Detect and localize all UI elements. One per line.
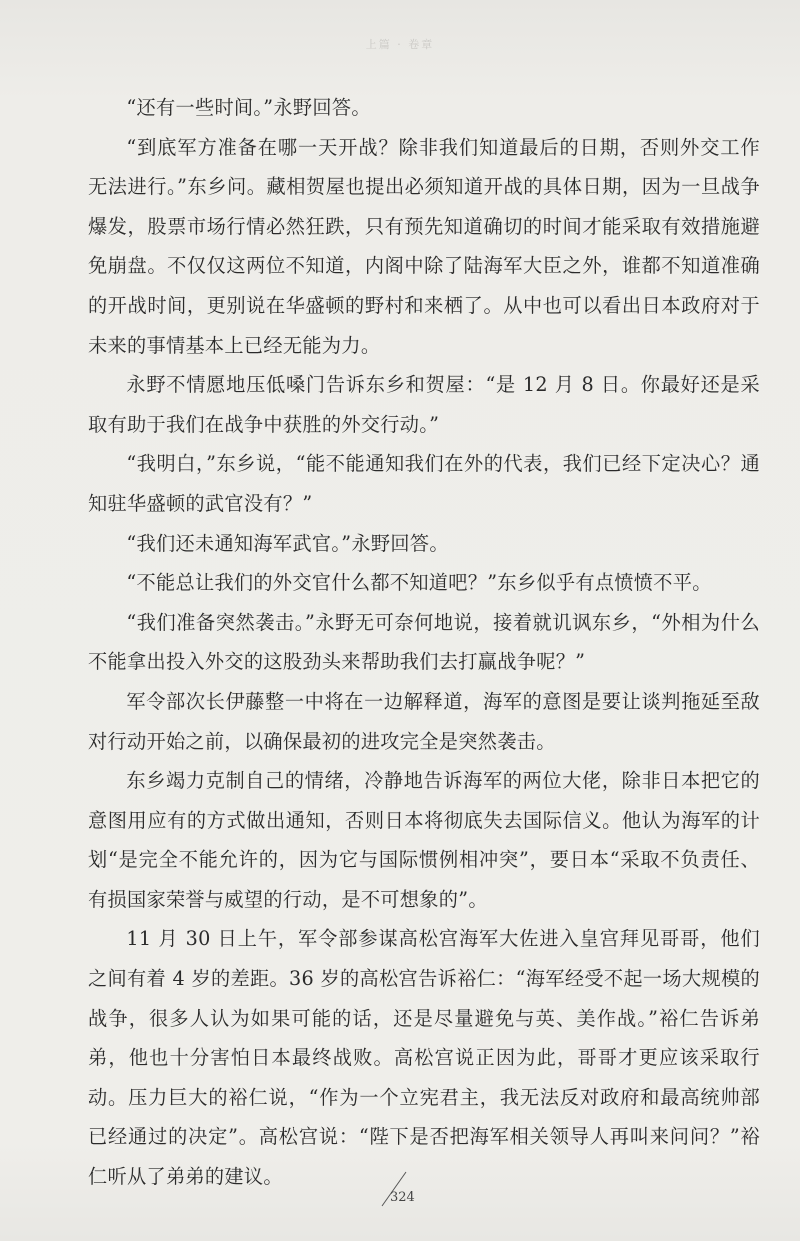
paragraph-10: 11 月 30 日上午，军令部参谋高松宫海军大佐进入皇宫拜见哥哥，他们之间有着 4 岁的差距。36 岁的高松宫告诉裕仁：“海军经受不起一场大规模的战争，很多人认为如果可能的话，还是尽量避免与英、美作战。”裕仁告诉弟弟，他也十分害怕日本最终战败。高松宫说正因为此，哥哥才更应该采取行动。压力巨大的裕仁说，“作为一个立宪君主，我无法反对政府和最高统帅部已经通过的决定”。高松宫说：“陛下是否把海军相关领导人再叫来问问？”裕仁听从了弟弟的建议。: [88, 927, 760, 1189]
paragraph-5: “我们还未通知海军武官。”永野回答。: [126, 531, 449, 555]
paragraph-4: “我明白，”东乡说，“能不能通知我们在外的代表，我们已经下定决心？通知驻华盛顿的武官没有？”: [88, 452, 760, 515]
paragraph-2: “到底军方准备在哪一天开战？除非我们知道最后的日期，否则外交工作无法进行。”东乡问。藏相贺屋也提出必须知道开战的具体日期，因为一旦战争爆发，股票市场行情必然狂跌，只有预先知道确切的时间才能采取有效措施避免崩盘。不仅仅这两位不知道，内阁中除了陆海军大臣之外，谁都不知道准确的开战时间，更别说在华盛顿的野村和来栖了。从中也可以看出日本政府对于未来的事情基本上已经无能为力。: [88, 135, 760, 357]
page-footer: [360, 1168, 440, 1218]
paragraph-9: 东乡竭力克制自己的情绪，冷静地告诉海军的两位大佬，除非日本把它的意图用应有的方式做出通知，否则日本将彻底失去国际信义。他认为海军的计划“是完全不能允许的，因为它与国际惯例相冲突”，要日本“采取不负责任、有损国家荣誉与威望的行动，是不可想象的”。: [88, 769, 760, 911]
paragraph-3: 永野不情愿地压低嗓门告诉东乡和贺屋：“是 12 月 8 日。你最好还是采取有助于我们在战争中获胜的外交行动。”: [88, 373, 760, 436]
running-head: 上篇 · 卷章: [365, 38, 435, 51]
page-body-text: [88, 88, 760, 1197]
paragraph-6: “不能总让我们的外交官什么都不知道吧？”东乡似乎有点愤愤不平。: [126, 571, 712, 595]
page-number: 324: [390, 1190, 415, 1205]
paragraph-7: “我们准备突然袭击。”永野无可奈何地说，接着就讥讽东乡，“外相为什么不能拿出投入外交的这股劲头来帮助我们去打赢战争呢？”: [88, 610, 760, 674]
paragraph-8: 军令部次长伊藤整一中将在一边解释道，海军的意图是要让谈判拖延至敌对行动开始之前，以确保最初的进攻完全是突然袭击。: [88, 689, 760, 753]
paragraph-1: “还有一些时间。”永野回答。: [126, 96, 371, 119]
